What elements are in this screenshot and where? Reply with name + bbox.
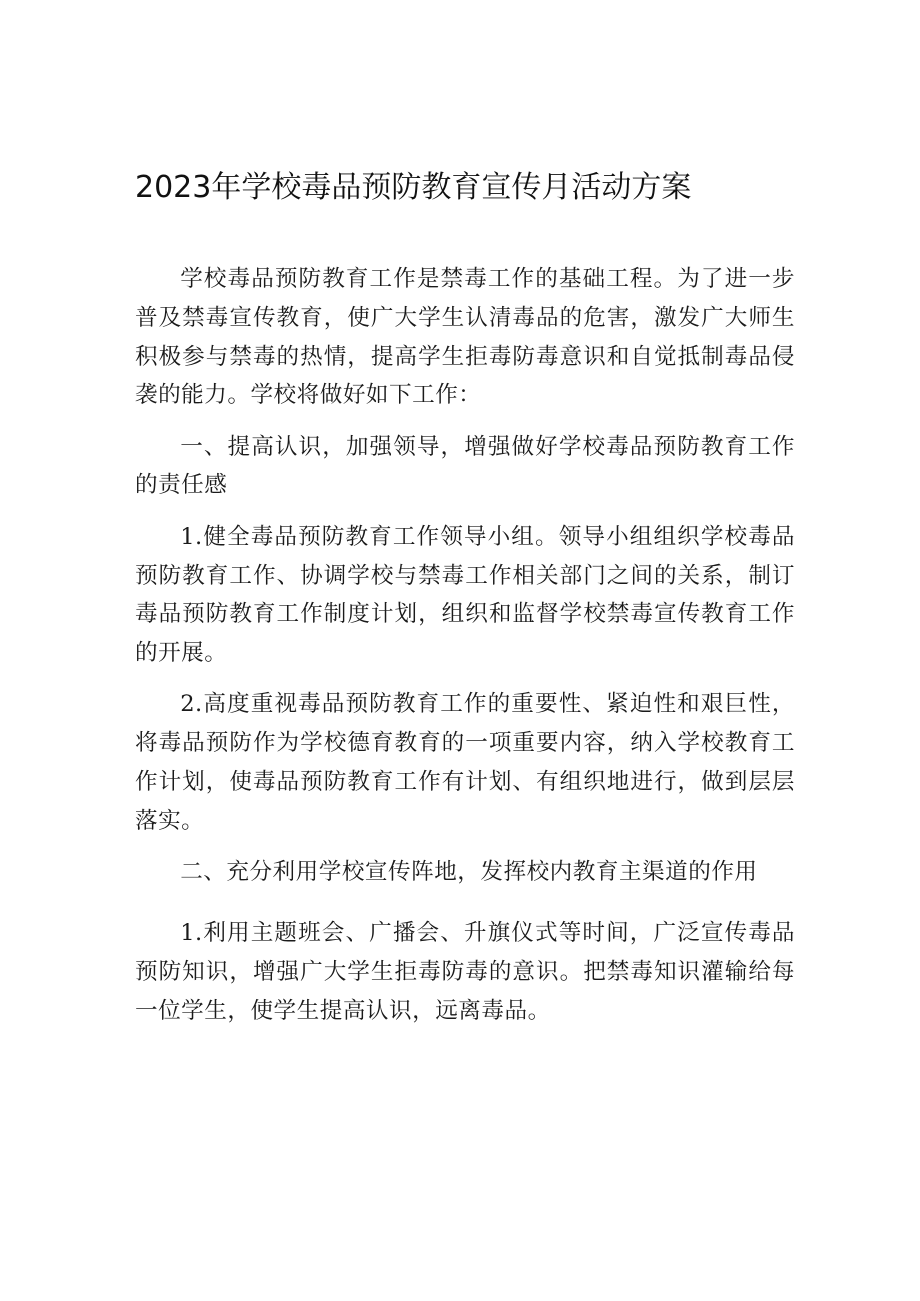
section-heading-2: 二、充分利用学校宣传阵地，发挥校内教育主渠道的作用 (180, 859, 758, 886)
document-body (135, 260, 795, 1030)
section-heading-1: 一、提高认识，加强领导，增强做好学校毒品预防教育工作的责任感 (135, 433, 795, 499)
section-1-item-2: 2.高度重视毒品预防教育工作的重要性、紧迫性和艰巨性，将毒品预防作为学校德育教育的一项重要内容，纳入学校教育工作计划，使毒品预防教育工作有计划、有组织地进行，做到层层落实。 (135, 691, 795, 834)
document-title: 2023年学校毒品预防教育宣传月活动方案 (135, 170, 692, 205)
intro-paragraph: 学校毒品预防教育工作是禁毒工作的基础工程。为了进一步普及禁毒宣传教育，使广大学生认清毒品的危害，激发广大师生积极参与禁毒的热情，提高学生拒毒防毒意识和自觉抵制毒品侵袭的能力。学校将做好如下工作： (135, 266, 795, 409)
section-2-item-1: 1.利用主题班会、广播会、升旗仪式等时间，广泛宣传毒品预防知识，增强广大学生拒毒防毒的意识。把禁毒知识灌输给每一位学生，使学生提高认识，远离毒品。 (135, 919, 795, 1024)
section-1-item-1: 1.健全毒品预防教育工作领导小组。领导小组组织学校毒品预防教育工作、协调学校与禁毒工作相关部门之间的关系，制订毒品预防教育工作制度计划，组织和监督学校禁毒宣传教育工作的开展。 (135, 523, 795, 667)
